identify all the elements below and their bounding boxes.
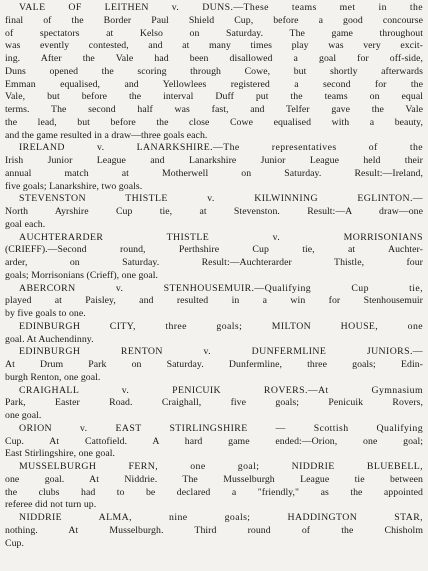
text-line: Vale, but before the interval Duff put the teams on equal bbox=[5, 91, 423, 103]
text-line: NIDDRIE ALMA, nine goals; HADDINGTON STAR, bbox=[19, 512, 423, 523]
text-line: EDINBURGH RENTON v. DUNFERMLINE JUNIORS.— bbox=[19, 346, 423, 358]
text-line: was evently contested, and at many times play was very excit- bbox=[5, 40, 423, 52]
text-line: of spectators at Kelso on Saturday. The game throughout bbox=[5, 27, 423, 39]
text-line: North Ayrshire Cup tie, at Stevenston. Result:—A draw—one bbox=[5, 206, 423, 217]
text-line: AUCHTERARDER THISTLE v. MORRISONIANS bbox=[19, 231, 423, 243]
text-line: the clubs had to be declared a "friendly," as the appointed bbox=[5, 486, 423, 498]
report-auchterarder-thistle-v-morrisonians bbox=[5, 232, 423, 283]
text-line: MUSSELBURGH FERN, one goal; NIDDRIE BLUEBELL, bbox=[19, 461, 423, 472]
text-line: nothing. At Musselburgh. Third round of the Chisholm bbox=[5, 524, 423, 536]
text-line: Cup. At Cattofield. A hard game ended:—Orion, one goal; bbox=[5, 435, 423, 447]
text-line: burgh Renton, one goal. bbox=[5, 371, 101, 383]
text-line: goal. At Auchendinny. bbox=[5, 333, 94, 345]
report-craighall-v-penicuik-rovers bbox=[5, 385, 423, 423]
report-orion-v-east-stirlingshire bbox=[5, 423, 423, 461]
text-line: played at Paisley, and resulted in a win for Stenhousemuir bbox=[5, 295, 423, 307]
text-line: At Drum Park on Saturday. Dunfermline, three goals; Edin- bbox=[5, 359, 423, 370]
text-line: goals; Morrisonians (Crieff), one goal. bbox=[5, 269, 159, 281]
text-line: CRAIGHALL v. PENICUIK ROVERS.—At Gymnasium bbox=[19, 384, 423, 396]
text-line: goal each. bbox=[5, 218, 46, 230]
text-line: Irish Junior League and Lanarkshire Junior League held their bbox=[5, 155, 423, 166]
text-line: and the game resulted in a draw—three goals each. bbox=[5, 129, 208, 141]
text-line: Park, Easter Road. Craighall, five goals; Penicuik Rovers, bbox=[5, 397, 423, 409]
report-edinburgh-city-v-milton-house bbox=[5, 321, 423, 347]
report-abercorn-v-stenhousemuir bbox=[5, 283, 423, 321]
report-ireland-v-lanarkshire bbox=[5, 142, 423, 193]
report-musselburgh-fern-v-niddrie-bluebell bbox=[5, 461, 423, 512]
text-line: (CRIEFF).—Second round, Perthshire Cup tie, at Auchter- bbox=[5, 244, 423, 256]
text-line: ABERCORN v. STENHOUSEMUIR.—Qualifying Cup tie, bbox=[19, 282, 423, 294]
report-niddrie-alma-v-haddington-star bbox=[5, 512, 423, 550]
text-line: one goal. bbox=[5, 410, 42, 421]
report-edinburgh-renton-v-dunfermline-juniors bbox=[5, 346, 423, 384]
text-line: ing. After the Vale had been disallowed a goal for off-side, bbox=[5, 53, 423, 64]
text-line: Duns opened the scoring through Cowe, but shortly afterwards bbox=[5, 65, 423, 77]
text-line: Cup. bbox=[5, 537, 24, 549]
report-stevenston-thistle-v-kilwinning-eglinton bbox=[5, 193, 423, 231]
text-line: referee did not turn up. bbox=[5, 499, 97, 511]
text-line: five goals; Lanarkshire, two goals. bbox=[5, 180, 143, 192]
text-line: EDINBURGH CITY, three goals; MILTON HOUSE, one bbox=[19, 320, 423, 332]
report-vale-of-leithen-v-duns bbox=[5, 2, 423, 142]
text-line: IRELAND v. LANARKSHIRE.—The representatives of the bbox=[19, 142, 423, 154]
text-line: by five goals to one. bbox=[5, 308, 86, 319]
text-line: terms. The second half was fast, and Telfer gave the Vale bbox=[5, 104, 423, 115]
text-line: the lead, but before the close Cowe equalised with a beauty, bbox=[5, 116, 423, 128]
text-line: annual match at Motherwell on Saturday. Result:—Ireland, bbox=[5, 167, 423, 179]
text-line: ORION v. EAST STIRLINGSHIRE — Scottish Qualifying bbox=[19, 422, 423, 434]
text-line: final of the Border Paul Shield Cup, before a good concourse bbox=[5, 14, 423, 26]
text-line: Emman equalised, and Yellowlees registered a second for the bbox=[5, 78, 423, 90]
text-line: VALE OF LEITHEN v. DUNS.—These teams met in the bbox=[19, 2, 423, 13]
text-line: one goal. At Niddrie. The Musselburgh League tie between bbox=[5, 473, 423, 485]
text-line: arder, on Saturday. Result:—Auchterarder Thistle, four bbox=[5, 257, 423, 268]
text-line: East Stirlingshire, one goal. bbox=[5, 448, 116, 460]
text-line: STEVENSTON THISTLE v. KILWINNING EGLINTON.— bbox=[19, 193, 423, 205]
